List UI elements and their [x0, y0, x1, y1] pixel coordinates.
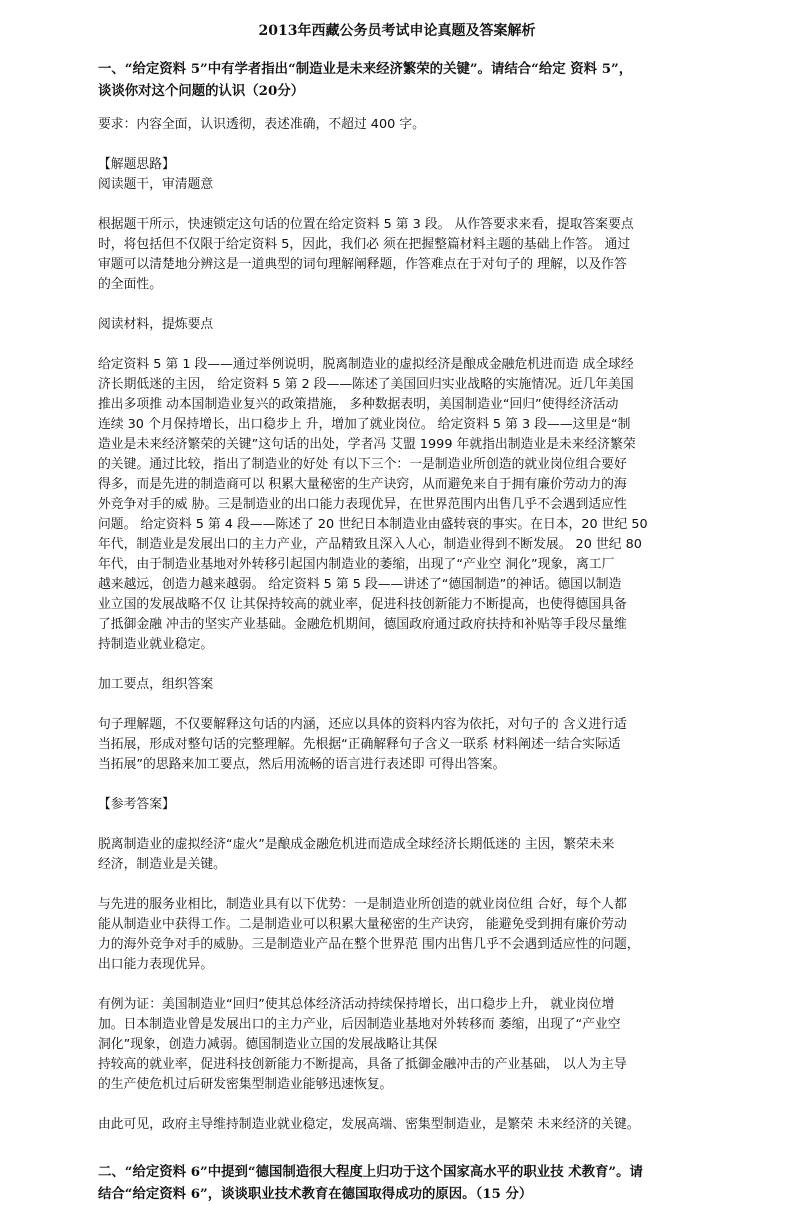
text-line: 力的海外竞争对手的威胁。三是制造业产品在整个世界范 围内出售几乎不会遇到适应性的问题， — [98, 937, 640, 952]
paragraph-2 — [98, 355, 696, 655]
text-line: 的关键。通过比较，指出了制造业的好处 有以下三个：一是制造业所创造的就业岗位组合要好 — [98, 457, 627, 472]
text-line: 业立国的发展战略不仅 让其保持较高的就业率，促进科技创新能力不断提高，也使得德国具备 — [98, 597, 627, 612]
text-line: 给定资料 5 第 1 段——通过举例说明，脱离制造业的虚拟经济是酿成金融危机进而造 成全球经 — [98, 357, 634, 372]
text-line: 造业是未来经济繁荣的关键”这句话的出处，学者冯 艾盟 1999 年就指出制造业是未来经济繁荣 — [98, 437, 636, 452]
text-line: 推出多项推 动本国制造业复兴的政策措施， 多种数据表明，美国制造业“回归”使得经济活动 — [98, 397, 619, 412]
text-line: 句子理解题，不仅要解释这句话的内涵，还应以具体的资料内容为依托，对句子的 含义进行适 — [98, 717, 627, 732]
text-line: 了抵御金融 冲击的坚实产业基础。金融危机期间，德国政府通过政府扶持和补贴等手段尽量维 — [98, 617, 627, 632]
heading-reference-answer: 【参考答案】 — [98, 797, 175, 812]
text-line: 有例为证：美国制造业“回归”使其总体经济活动持续保持增长，出口稳步上升， 就业岗位增 — [98, 997, 615, 1012]
requirement-text: 要求：内容全面，认识透彻，表述准确，不超过 400 字。 — [98, 117, 425, 132]
text-line: 与先进的服务业相比，制造业具有以下优势：一是制造业所创造的就业岗位组 合好，每个人都 — [98, 897, 627, 912]
text-line: 根据题干所示，快速锁定这句话的位置在给定资料 5 第 3 段。 从作答要求来看，提取答案要点 — [98, 217, 634, 232]
step-1-heading: 阅读题干，审清题意 — [98, 177, 214, 192]
page-title: 2013年西藏公务员考试申论真题及答案解析 — [258, 23, 536, 39]
answer-paragraph-3 — [98, 995, 696, 1095]
heading-solution-approach: 【解题思路】 — [98, 157, 175, 172]
text-line: 年代，制造业是发展出口的主力产业，产品精致且深入人心，制造业得到不断发展。 20 世纪 80 — [98, 537, 642, 552]
text-line: 济长期低迷的主因， 给定资料 5 第 2 段——陈述了美国回归实业战略的实施情况。近几年美国 — [98, 377, 634, 392]
question-2-line-2: 结合“给定资料 6”，谈谈职业技术教育在德国取得成功的原因。（15 分） — [98, 1186, 533, 1202]
question-2 — [98, 1161, 696, 1205]
text-line: 的生产使危机过后研发密集型制造业能够迅速恢复。 — [98, 1077, 393, 1092]
text-line: 洞化”现象，创造力减弱。德国制造业立国的发展战略让其保 — [98, 1037, 438, 1052]
text-line: 持较高的就业率，促进科技创新能力不断提高，具备了抵御金融冲击的产业基础， 以人为主导 — [98, 1057, 627, 1072]
text-line: 问题。 给定资料 5 第 4 段——陈述了 20 世纪日本制造业由盛转衰的事实。在日本，20 世纪 50 — [98, 517, 648, 532]
text-line: 持制造业就业稳定。 — [98, 637, 214, 652]
text-line: 能从制造业中获得工作。二是制造业可以积累大量秘密的生产诀窍， 能避免受到拥有廉价劳动 — [98, 917, 627, 932]
answer-paragraph-2 — [98, 895, 696, 975]
text-line: 得多，而是先进的制造商可以 积累大量秘密的生产诀窍，从而避免来自于拥有廉价劳动力的海 — [98, 477, 627, 492]
text-line: 连续 30 个月保持增长，出口稳步上 升，增加了就业岗位。 给定资料 5 第 3 段——这里是“制 — [98, 417, 631, 432]
text-line: 外竞争对手的威 胁。三是制造业的出口能力表现优异，在世界范围内出售几乎不会遇到适应性 — [98, 497, 627, 512]
text-line: 当拓展，形成对整句话的完整理解。先根据“正确解释句子含义一联系 材料阐述一结合实际适 — [98, 737, 621, 752]
answer-conclusion: 由此可见，政府主导维持制造业就业稳定，发展高端、密集型制造业，是繁荣 未来经济的关键。 — [98, 1117, 640, 1132]
paragraph-3 — [98, 715, 696, 775]
paragraph-1 — [98, 215, 696, 295]
text-line: 当拓展”的思路来加工要点，然后用流畅的语言进行表述即 可得出答案。 — [98, 757, 506, 772]
text-line: 经济，制造业是关键。 — [98, 857, 226, 872]
text-line: 年代，由于制造业基地对外转移引起国内制造业的萎缩，出现了“产业空 洞化”现象，离工厂 — [98, 557, 615, 572]
step-2-heading: 阅读材料，提炼要点 — [98, 317, 214, 332]
text-line: 时，将包括但不仅限于给定资料 5，因此，我们必 须在把握整篇材料主题的基础上作答。 通过 — [98, 237, 631, 252]
text-line: 加。日本制造业曾是发展出口的主力产业，后因制造业基地对外转移而 萎缩，出现了“产业空 — [98, 1017, 621, 1032]
text-line: 脱离制造业的虚拟经济“虚火”是酿成金融危机进而造成全球经济长期低迷的 主因，繁荣未来 — [98, 837, 615, 852]
text-line: 出口能力表现优异。 — [98, 957, 214, 972]
text-line: 审题可以清楚地分辨这是一道典型的词句理解阐释题，作答难点在于对句子的 理解，以及作答 — [98, 257, 627, 272]
text-line: 的全面性。 — [98, 277, 162, 292]
question-1-line-2: 谈谈你对这个问题的认识（20分） — [98, 83, 305, 99]
step-3-heading: 加工要点，组织答案 — [98, 677, 214, 692]
question-2-line-1: 二、“给定资料 6”中提到“德国制造很大程度上归功于这个国家高水平的职业技 术教育”。请 — [98, 1164, 643, 1180]
question-1-line-1: 一、“给定资料 5”中有学者指出“制造业是未来经济繁荣的关键”。请结合“给定 资料 5”， — [98, 61, 633, 77]
text-line: 越来越远，创造力越来越弱。 给定资料 5 第 5 段——讲述了“德国制造”的神话。德国以制造 — [98, 577, 622, 592]
answer-paragraph-1 — [98, 835, 696, 875]
question-1 — [98, 58, 696, 102]
